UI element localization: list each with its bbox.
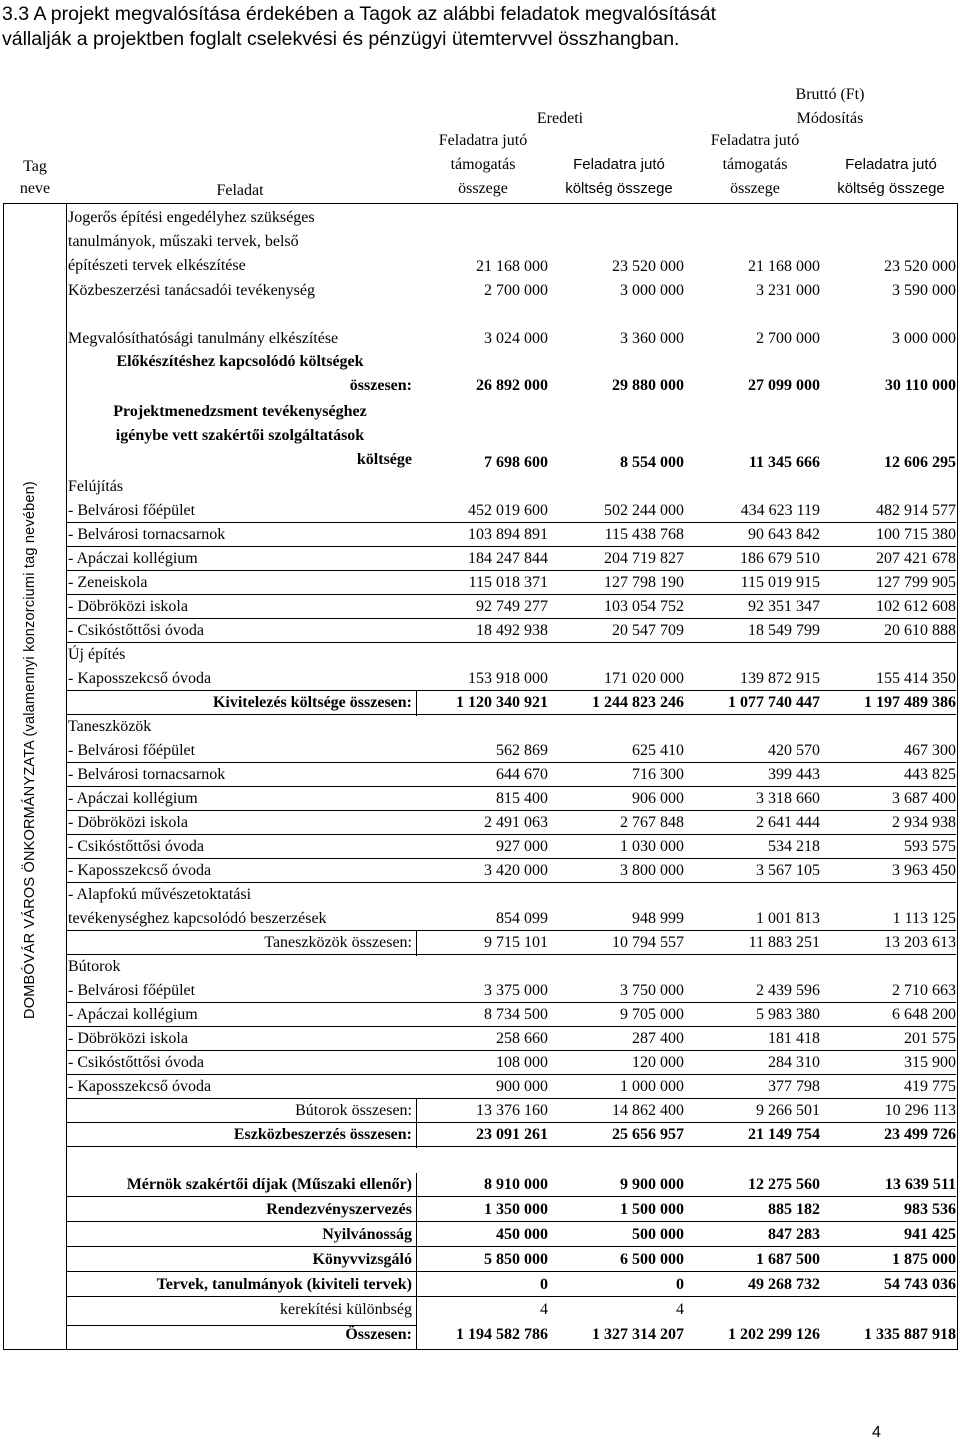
cell-divider <box>416 931 417 956</box>
cell-value: 3 590 000 <box>892 282 956 299</box>
cell-value: 3 000 000 <box>892 330 956 347</box>
row-label-line: Taneszközök összesen: <box>264 934 412 951</box>
row-label-line: Új építés <box>68 646 126 663</box>
row-label-line: Előkészítéshez kapcsolódó költségek <box>116 353 364 370</box>
cell-value: 502 244 000 <box>604 502 684 519</box>
row-label-line: tevékenységhez kapcsolódó beszerzések <box>68 910 327 927</box>
cell-value: 171 020 000 <box>604 670 684 687</box>
row-label <box>68 1198 412 1222</box>
cell-value: 3 360 000 <box>620 330 684 347</box>
row-label-line: Közbeszerzési tanácsadói tevékenység <box>68 282 315 299</box>
cell-value: 815 400 <box>496 790 548 807</box>
cell-value: 108 000 <box>496 1054 548 1071</box>
cell-value: 1 327 314 207 <box>592 1326 684 1343</box>
cell-value: 399 443 <box>768 766 820 783</box>
row-label-line: Bútorok összesen: <box>295 1102 412 1119</box>
header-col3-line-3: összege <box>730 180 780 197</box>
row-label <box>68 1273 412 1297</box>
cell-value: 1 000 000 <box>620 1078 684 1095</box>
cell-divider <box>416 691 417 716</box>
row-label <box>68 279 412 303</box>
cell-value: 377 798 <box>768 1078 820 1095</box>
row-label-line: - Csikóstőttősi óvoda <box>68 1054 205 1071</box>
row-label-line: - Döbröközi iskola <box>68 598 188 615</box>
section-heading <box>2 2 952 52</box>
cell-value: 49 268 732 <box>748 1276 820 1293</box>
cell-value: 3 420 000 <box>484 862 548 879</box>
row-label <box>68 547 412 571</box>
cell-value: 419 775 <box>904 1078 956 1095</box>
cell-value: 941 425 <box>904 1226 956 1243</box>
row-label <box>68 979 412 1003</box>
row-label-line: Bútorok <box>68 958 121 975</box>
cell-value: 482 914 577 <box>876 502 956 519</box>
row-rule <box>66 1196 956 1197</box>
row-label-line: Könyvvizsgáló <box>312 1251 412 1268</box>
row-label-line: - Apáczai kollégium <box>68 1006 198 1023</box>
cell-value: 2 700 000 <box>756 330 820 347</box>
cell-value: 102 612 608 <box>876 598 956 615</box>
row-label-line: - Belvárosi tornacsarnok <box>68 766 226 783</box>
row-label-line: Rendezvényszervezés <box>266 1201 412 1218</box>
cell-value: 23 499 726 <box>884 1126 956 1143</box>
table-divider-tag <box>66 203 67 1349</box>
row-label <box>68 1323 412 1347</box>
row-label <box>68 499 412 523</box>
row-label-line: - Döbröközi iskola <box>68 814 188 831</box>
row-label-line: - Kaposszekcső óvoda <box>68 1078 212 1095</box>
row-label <box>68 619 412 643</box>
cell-value: 1 197 489 386 <box>864 694 956 711</box>
cell-value: 1 687 500 <box>756 1251 820 1268</box>
cell-value: 207 421 678 <box>876 550 956 567</box>
cell-value: 29 880 000 <box>612 377 684 394</box>
cell-value: 1 030 000 <box>620 838 684 855</box>
cell-value: 3 000 000 <box>620 282 684 299</box>
cell-value: 3 231 000 <box>756 282 820 299</box>
cell-value: 3 687 400 <box>892 790 956 807</box>
row-label-line: költsége <box>356 451 412 468</box>
header-col3-line-1: Feladatra jutó <box>710 132 800 149</box>
cell-value: 452 019 600 <box>468 502 548 519</box>
row-label <box>68 1027 412 1051</box>
row-rule <box>66 1271 956 1272</box>
cell-value: 284 310 <box>768 1054 820 1071</box>
cell-value: 115 018 371 <box>468 574 548 591</box>
cell-value: 625 410 <box>632 742 684 759</box>
cell-value: 7 698 600 <box>484 454 548 471</box>
row-label <box>68 667 412 691</box>
row-label-line: Felújítás <box>68 478 124 495</box>
cell-value: 120 000 <box>632 1054 684 1071</box>
row-label-line: - Alapfokú művészetoktatási <box>68 886 252 903</box>
cell-value: 92 749 277 <box>476 598 548 615</box>
row-label-line: Jogerős építési engedélyhez szükséges <box>68 209 315 226</box>
header-col1-line-2: támogatás <box>450 156 516 173</box>
row-label <box>68 835 412 859</box>
cell-value: 155 414 350 <box>876 670 956 687</box>
header-col1-line-3: összege <box>458 180 508 197</box>
row-label-line: Projektmenedzsment tevékenységhez <box>113 403 367 420</box>
cell-value: 716 300 <box>632 766 684 783</box>
row-label <box>68 643 412 667</box>
row-label <box>68 1051 412 1075</box>
cell-value: 1 350 000 <box>484 1201 548 1218</box>
cell-value: 948 999 <box>632 910 684 927</box>
cell-value: 92 351 347 <box>748 598 820 615</box>
row-label <box>68 859 412 883</box>
cell-value: 30 110 000 <box>884 377 956 394</box>
cell-value: 0 <box>540 1276 548 1293</box>
cell-value: 20 610 888 <box>884 622 956 639</box>
cell-value: 2 641 444 <box>756 814 820 831</box>
cell-value: 23 520 000 <box>612 258 684 275</box>
row-label <box>68 931 412 955</box>
cell-value: 139 872 915 <box>740 670 820 687</box>
cell-value: 2 767 848 <box>620 814 684 831</box>
cell-value: 450 000 <box>496 1226 548 1243</box>
cell-value: 2 439 596 <box>756 982 820 999</box>
row-label-line: Nyilvánosság <box>322 1226 412 1243</box>
row-rule <box>66 1146 956 1147</box>
heading-line-2: vállalják a projektben foglalt cselekvési és pénzügyi ütemtervvel összhangban. <box>2 28 680 50</box>
row-label-line: - Apáczai kollégium <box>68 550 198 567</box>
cell-value: 885 182 <box>768 1201 820 1218</box>
row-label-line: - Kaposszekcső óvoda <box>68 862 212 879</box>
cell-value: 21 149 754 <box>748 1126 820 1143</box>
cell-value: 13 203 613 <box>884 934 956 951</box>
cell-value: 8 910 000 <box>484 1176 548 1193</box>
row-label <box>68 523 412 547</box>
row-label-line: - Apáczai kollégium <box>68 790 198 807</box>
row-label-line: - Csikóstőttősi óvoda <box>68 622 205 639</box>
row-label <box>68 1123 412 1147</box>
cell-value: 534 218 <box>768 838 820 855</box>
row-label-line: igénybe vett szakértői szolgáltatások <box>115 427 365 444</box>
cell-value: 25 656 957 <box>612 1126 684 1143</box>
row-label-line: Tervek, tanulmányok (kiviteli tervek) <box>156 1276 412 1293</box>
cell-value: 184 247 844 <box>468 550 548 567</box>
cell-value: 5 983 380 <box>756 1006 820 1023</box>
cell-value: 13 376 160 <box>476 1102 548 1119</box>
cell-value: 18 549 799 <box>748 622 820 639</box>
cell-value: 315 900 <box>904 1054 956 1071</box>
row-label-line: kerekítési különbség <box>280 1301 412 1318</box>
header-col2-line-2: költség összege <box>565 180 673 197</box>
page-number: 4 <box>872 1424 881 1441</box>
row-label-line: - Belvárosi főépület <box>68 502 196 519</box>
cell-value: 2 700 000 <box>484 282 548 299</box>
row-label-line: Mérnök szakértői díjak (Műszaki ellenőr) <box>126 1176 412 1193</box>
header-modositas: Módosítás <box>796 110 864 127</box>
cell-value: 3 318 660 <box>756 790 820 807</box>
row-label <box>68 1223 412 1247</box>
row-label-line: Megvalósíthatósági tanulmány elkészítése <box>68 330 339 347</box>
cell-value: 9 705 000 <box>620 1006 684 1023</box>
row-label <box>68 1248 412 1272</box>
cell-value: 153 918 000 <box>468 670 548 687</box>
cell-value: 1 244 823 246 <box>592 694 684 711</box>
cell-value: 2 710 663 <box>892 982 956 999</box>
cell-value: 562 869 <box>496 742 548 759</box>
cell-value: 644 670 <box>496 766 548 783</box>
cell-value: 467 300 <box>904 742 956 759</box>
row-label <box>68 1173 412 1197</box>
row-label-line: - Döbröközi iskola <box>68 1030 188 1047</box>
cell-value: 1 194 582 786 <box>456 1326 548 1343</box>
cell-value: 258 660 <box>496 1030 548 1047</box>
cell-divider <box>416 1173 417 1349</box>
cell-value: 0 <box>676 1276 684 1293</box>
cell-value: 115 019 915 <box>740 574 820 591</box>
cell-value: 906 000 <box>632 790 684 807</box>
cell-value: 21 168 000 <box>748 258 820 275</box>
header-tag-line-2: neve <box>19 180 51 197</box>
row-label <box>68 883 412 931</box>
header-col1-line-1: Feladatra jutó <box>438 132 528 149</box>
cell-value: 201 575 <box>904 1030 956 1047</box>
row-label <box>68 475 412 499</box>
cell-value: 593 575 <box>904 838 956 855</box>
cell-value: 8 554 000 <box>620 454 684 471</box>
cell-value: 3 567 105 <box>756 862 820 879</box>
row-label-line: Taneszközök <box>68 718 152 735</box>
cell-value: 14 862 400 <box>612 1102 684 1119</box>
header-col4-line-2: költség összege <box>837 180 945 197</box>
cell-value: 4 <box>676 1301 684 1318</box>
cell-value: 90 643 842 <box>748 526 820 543</box>
cell-value: 1 001 813 <box>756 910 820 927</box>
cell-value: 2 491 063 <box>484 814 548 831</box>
row-label-line: építészeti tervek elkészítése <box>68 257 246 274</box>
header-col2-line-1: Feladatra jutó <box>573 156 665 173</box>
cell-value: 204 719 827 <box>604 550 684 567</box>
row-label <box>68 955 412 979</box>
cell-value: 54 743 036 <box>884 1276 956 1293</box>
row-label-line: Eszközbeszerzés összesen: <box>233 1126 412 1143</box>
row-label <box>68 787 412 811</box>
cell-value: 9 900 000 <box>620 1176 684 1193</box>
cell-value: 927 000 <box>496 838 548 855</box>
cell-value: 18 492 938 <box>476 622 548 639</box>
cell-value: 9 715 101 <box>484 934 548 951</box>
cell-value: 186 679 510 <box>740 550 820 567</box>
cell-divider <box>416 1099 417 1148</box>
member-name-label: DOMBÓVÁR VÁROS ÖNKORMÁNYZATA (valamennyi konzorciumi tag nevében) <box>22 481 38 1019</box>
row-label <box>68 691 412 715</box>
header-tag-line-1: Tag <box>23 158 47 175</box>
row-rule <box>66 1296 956 1297</box>
header-col4-line-1: Feladatra jutó <box>845 156 937 173</box>
cell-value: 10 296 113 <box>884 1102 956 1119</box>
cell-value: 847 283 <box>768 1226 820 1243</box>
cell-value: 100 715 380 <box>876 526 956 543</box>
cell-value: 500 000 <box>632 1226 684 1243</box>
cell-value: 420 570 <box>768 742 820 759</box>
row-label <box>68 327 412 351</box>
cell-value: 9 266 501 <box>756 1102 820 1119</box>
cell-value: 23 091 261 <box>476 1126 548 1143</box>
cell-value: 2 934 938 <box>892 814 956 831</box>
row-label-line: - Zeneiskola <box>68 574 148 591</box>
cell-value: 3 963 450 <box>892 862 956 879</box>
row-label <box>68 811 412 835</box>
cell-value: 181 418 <box>768 1030 820 1047</box>
cell-value: 854 099 <box>496 910 548 927</box>
cell-value: 434 623 119 <box>740 502 820 519</box>
row-label <box>68 739 412 763</box>
row-label <box>68 715 412 739</box>
row-label <box>68 763 412 787</box>
cell-value: 3 750 000 <box>620 982 684 999</box>
cell-value: 103 054 752 <box>604 598 684 615</box>
cell-value: 6 648 200 <box>892 1006 956 1023</box>
cell-value: 983 536 <box>904 1201 956 1218</box>
row-label-line: - Belvárosi főépület <box>68 742 196 759</box>
row-label <box>68 1099 412 1123</box>
header-feladat: Feladat <box>216 182 264 199</box>
cell-value: 4 <box>540 1301 548 1318</box>
cell-value: 3 800 000 <box>620 862 684 879</box>
row-label <box>68 206 412 278</box>
cell-value: 12 275 560 <box>748 1176 820 1193</box>
cell-value: 287 400 <box>632 1030 684 1047</box>
row-label-line: - Kaposszekcső óvoda <box>68 670 212 687</box>
cell-value: 3 375 000 <box>484 982 548 999</box>
row-label-line: tanulmányok, műszaki tervek, belső <box>68 233 299 250</box>
cell-value: 10 794 557 <box>612 934 684 951</box>
cell-value: 900 000 <box>496 1078 548 1095</box>
cell-value: 1 875 000 <box>892 1251 956 1268</box>
header-brutto: Bruttó (Ft) <box>795 86 865 103</box>
row-label-line: - Belvárosi főépület <box>68 982 196 999</box>
cell-value: 1 113 125 <box>892 910 956 927</box>
cell-value: 11 345 666 <box>748 454 820 471</box>
cell-value: 1 120 340 921 <box>456 694 548 711</box>
row-label <box>68 350 412 398</box>
cell-value: 127 798 190 <box>604 574 684 591</box>
cell-value: 3 024 000 <box>484 330 548 347</box>
cell-value: 115 438 768 <box>604 526 684 543</box>
cell-value: 11 883 251 <box>748 934 820 951</box>
row-label-line: összesen: <box>349 377 412 394</box>
row-label <box>68 1075 412 1099</box>
row-label <box>68 595 412 619</box>
row-rule <box>66 1246 956 1247</box>
row-label <box>68 1298 412 1322</box>
cell-value: 6 500 000 <box>620 1251 684 1268</box>
cell-value: 1 500 000 <box>620 1201 684 1218</box>
cell-value: 8 734 500 <box>484 1006 548 1023</box>
heading-line-1: 3.3 A projekt megvalósítása érdekében a Tagok az alábbi feladatok megvalósítását <box>2 3 717 25</box>
row-label-line: - Belvárosi tornacsarnok <box>68 526 226 543</box>
header-eredeti: Eredeti <box>536 110 584 127</box>
row-label <box>68 400 412 472</box>
table-top-border <box>3 203 957 204</box>
cell-value: 12 606 295 <box>884 454 956 471</box>
row-label <box>68 1003 412 1027</box>
cell-value: 1 077 740 447 <box>728 694 820 711</box>
row-rule <box>66 1221 956 1222</box>
row-label <box>68 571 412 595</box>
cell-value: 5 850 000 <box>484 1251 548 1268</box>
cell-value: 443 825 <box>904 766 956 783</box>
row-label-line: Összesen: <box>345 1326 412 1343</box>
cell-value: 20 547 709 <box>612 622 684 639</box>
row-label-line: - Csikóstőttősi óvoda <box>68 838 205 855</box>
cell-value: 103 894 891 <box>468 526 548 543</box>
cell-value: 21 168 000 <box>476 258 548 275</box>
cell-value: 26 892 000 <box>476 377 548 394</box>
cell-value: 27 099 000 <box>748 377 820 394</box>
cell-value: 127 799 905 <box>876 574 956 591</box>
cell-value: 1 202 299 126 <box>728 1326 820 1343</box>
cell-value: 13 639 511 <box>884 1176 956 1193</box>
row-label-line: Kivitelezés költsége összesen: <box>212 694 412 711</box>
cell-value: 23 520 000 <box>884 258 956 275</box>
header-col3-line-2: támogatás <box>722 156 788 173</box>
cell-value: 1 335 887 918 <box>864 1326 956 1343</box>
